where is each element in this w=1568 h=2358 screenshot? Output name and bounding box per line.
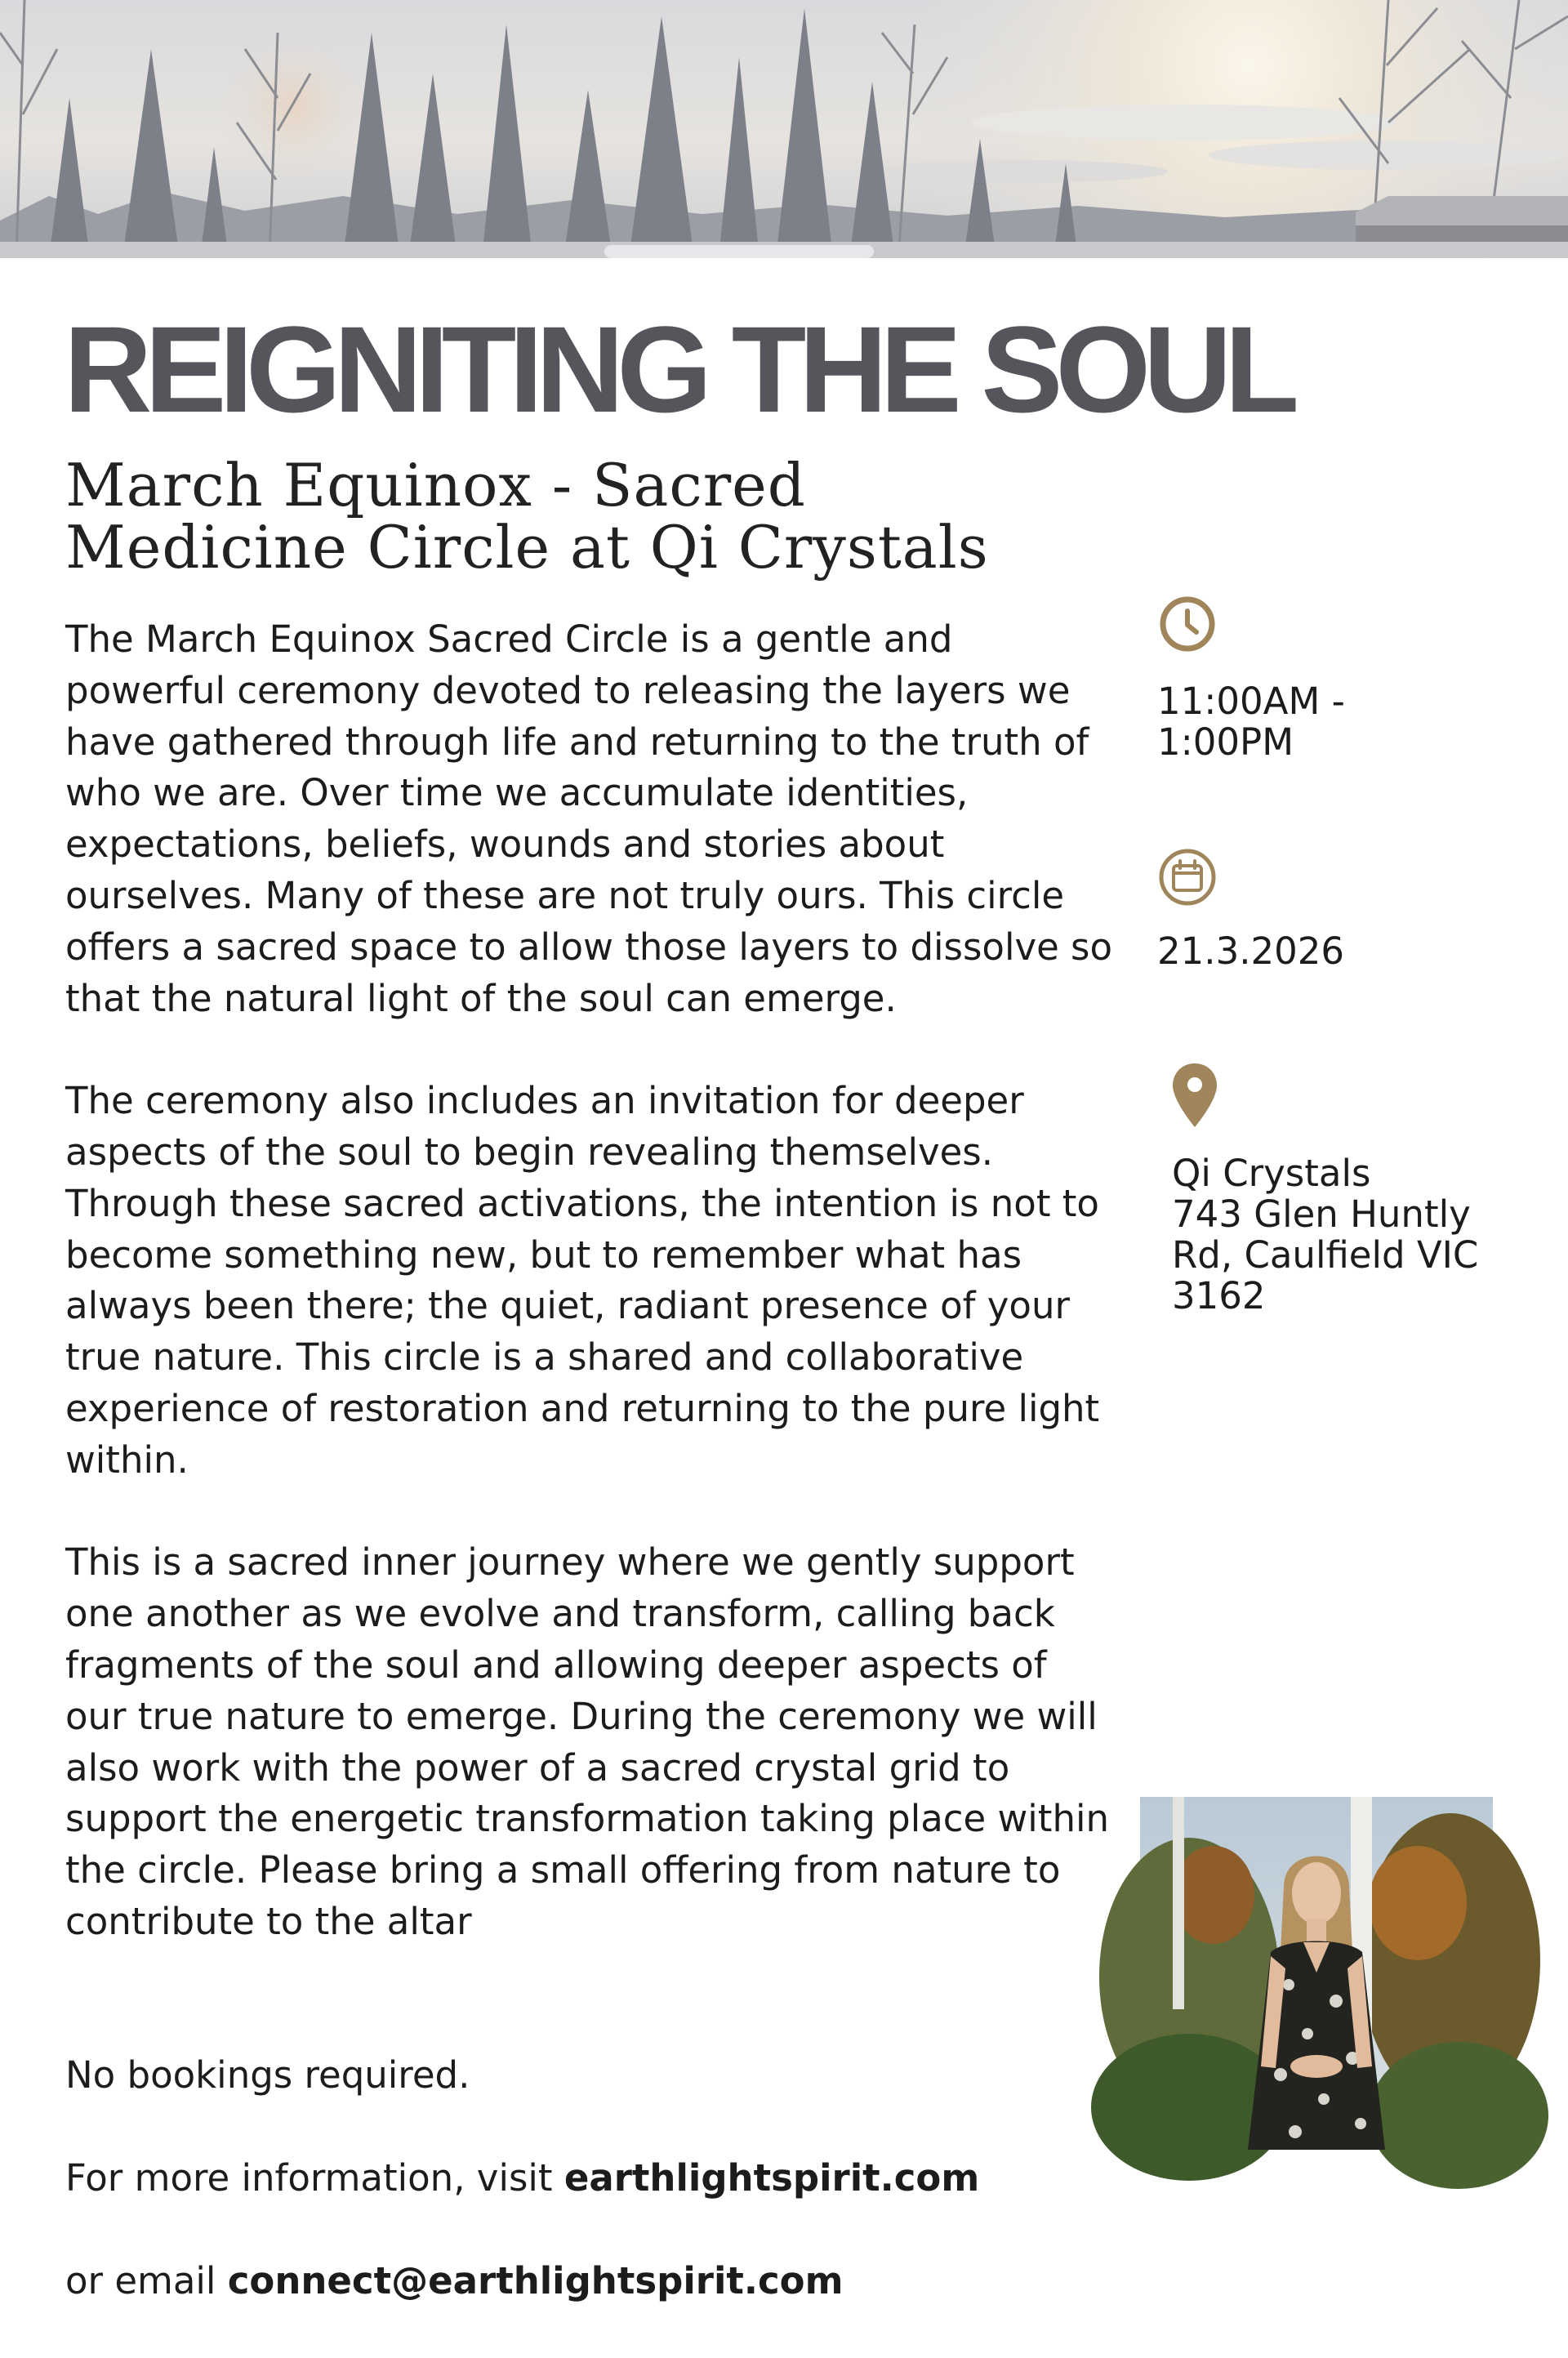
host-portrait-photo	[1140, 1797, 1493, 2150]
subtitle-line-1: March Equinox - Sacred	[65, 451, 806, 519]
website-prefix: For more information, visit	[65, 2155, 564, 2200]
description-paragraph-2: The ceremony also includes an invitation for deeper aspects of the soul to begin revealing themselves. Through these sacred activations, the intention is not to become something new, but to remember what has always been there; the quiet, radiant presence of your true nature. This circle is a shared and collaborative experience of restoration and returning to the pure light within.	[65, 1079, 1100, 1482]
event-date-text: 21.3.2026	[1157, 929, 1345, 973]
contact-info	[65, 1999, 1119, 2358]
website-link[interactable]: earthlightspirit.com	[564, 2155, 980, 2200]
email-line	[65, 2256, 1119, 2307]
clock-icon	[1158, 595, 1217, 653]
header-banner-image	[0, 0, 1568, 258]
subtitle-line-2: Medicine Circle at Qi Crystals	[65, 513, 989, 582]
website-line	[65, 2153, 1119, 2204]
email-link[interactable]: connect@earthlightspirit.com	[227, 2258, 844, 2302]
calendar-icon	[1158, 848, 1217, 907]
email-prefix: or email	[65, 2258, 228, 2302]
event-time-text: 11:00AM - 1:00PM	[1157, 680, 1345, 764]
event-location-text: Qi Crystals 743 Glen Huntly Rd, Caulfield VIC 3162	[1172, 1152, 1479, 1317]
page-title: REIGNITING THE SOUL	[64, 301, 1293, 438]
no-bookings-note: No bookings required.	[65, 2053, 470, 2097]
description-paragraph-1: The March Equinox Sacred Circle is a gentle and powerful ceremony devoted to releasing the layers we have gathered through life and returning to the truth of who we are. Over time we accumulate identities, expectations, beliefs, wounds and stories about ourselves. Many of these are not truly ours. This circle offers a sacred space to allow those layers to dissolve so that the natural light of the soul can emerge.	[65, 617, 1113, 1020]
description-paragraph-3: This is a sacred inner journey where we gently support one another as we evolve and transform, calling back fragments of the soul and allowing deeper aspects of our true nature to emerge. During the ceremony we will also work with the power of a sacred crystal grid to support the energetic transformation taking place within the circle. Please bring a small offering from nature to contribute to the altar	[65, 1540, 1109, 1943]
event-description	[65, 614, 1119, 2358]
map-pin-icon	[1171, 1062, 1218, 1129]
event-subtitle	[65, 451, 1094, 582]
